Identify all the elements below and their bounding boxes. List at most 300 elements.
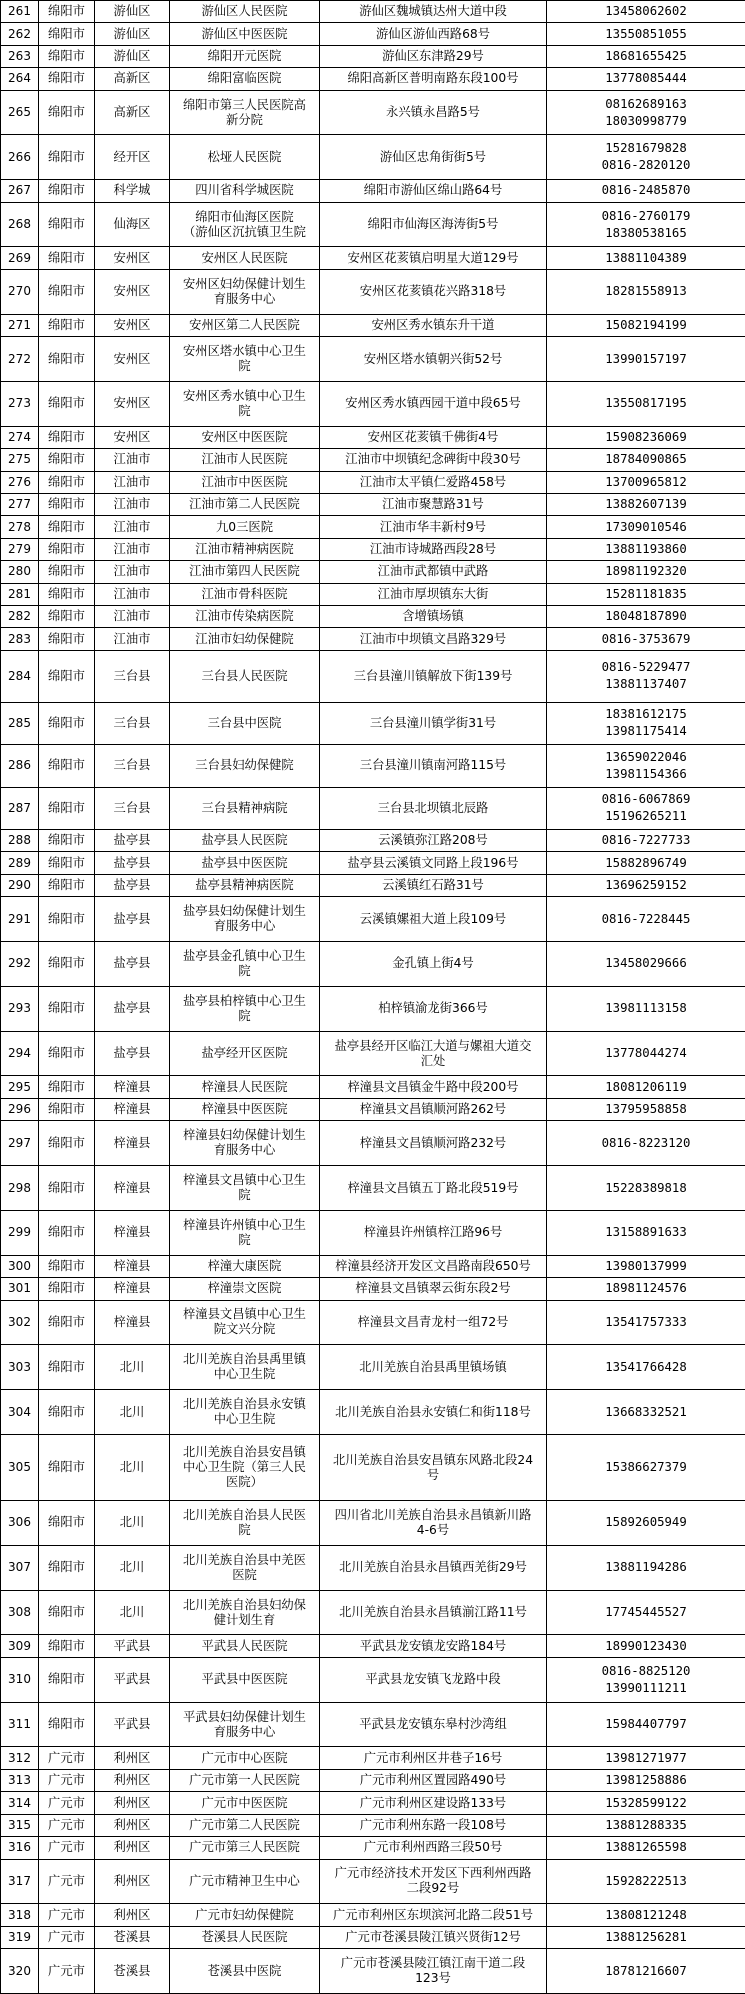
address-cell: 江油市太平镇仁爱路458号 — [320, 471, 547, 493]
city-cell: 绵阳市 — [39, 1390, 95, 1435]
table-row — [1, 1434, 745, 1500]
row-number: 303 — [1, 1345, 39, 1390]
hospital-name-cell: 平武县人民医院 — [170, 1635, 320, 1657]
hospital-name-cell: 四川省科学城医院 — [170, 180, 320, 202]
hospital-name-cell: 苍溪县人民医院 — [170, 1926, 320, 1948]
row-number: 312 — [1, 1747, 39, 1769]
phone-cell: 13668332521 — [547, 1390, 745, 1435]
address-cell: 广元市利州西路三段50号 — [320, 1837, 547, 1859]
district-cell: 梓潼县 — [95, 1278, 170, 1300]
phone-cell: 13881256281 — [547, 1926, 745, 1948]
city-cell: 绵阳市 — [39, 449, 95, 471]
city-cell: 绵阳市 — [39, 45, 95, 67]
row-number: 292 — [1, 942, 39, 987]
phone-cell: 13700965812 — [547, 471, 745, 493]
phone-cell: 13778085444 — [547, 68, 745, 90]
hospital-name-cell: 三台县中医院 — [170, 702, 320, 744]
row-number: 275 — [1, 449, 39, 471]
hospital-name-cell: 九0三医院 — [170, 516, 320, 538]
phone-cell: 13696259152 — [547, 874, 745, 896]
table-row — [1, 247, 745, 269]
hospital-name-cell: 盐亭县中医医院 — [170, 852, 320, 874]
hospital-name-cell: 三台县妇幼保健院 — [170, 745, 320, 787]
row-number: 288 — [1, 830, 39, 852]
address-cell: 江油市诗城路西段28号 — [320, 538, 547, 560]
city-cell: 绵阳市 — [39, 68, 95, 90]
hospital-name-cell: 盐亭县金孔镇中心卫生 院 — [170, 942, 320, 987]
row-number: 278 — [1, 516, 39, 538]
hospital-name-cell: 北川羌族自治县妇幼保 健计划生育 — [170, 1590, 320, 1635]
hospital-name-cell: 梓潼崇文医院 — [170, 1278, 320, 1300]
hospital-name-cell: 绵阳市仙海区医院 （游仙区沉抗镇卫生院 — [170, 202, 320, 247]
district-cell: 盐亭县 — [95, 1031, 170, 1076]
city-cell: 绵阳市 — [39, 23, 95, 45]
phone-cell: 08162689163 18030998779 — [547, 90, 745, 135]
address-cell: 江油市中坝镇文昌路329号 — [320, 628, 547, 650]
city-cell: 广元市 — [39, 1792, 95, 1814]
hospital-name-cell: 游仙区人民医院 — [170, 1, 320, 23]
city-cell: 绵阳市 — [39, 942, 95, 987]
district-cell: 北川 — [95, 1345, 170, 1390]
phone-cell: 13882607139 — [547, 493, 745, 515]
phone-cell: 0816-6067869 15196265211 — [547, 787, 745, 829]
district-cell: 江油市 — [95, 561, 170, 583]
hospital-name-cell: 梓潼县妇幼保健计划生 育服务中心 — [170, 1121, 320, 1166]
row-number: 317 — [1, 1859, 39, 1904]
hospital-name-cell: 梓潼大康医院 — [170, 1255, 320, 1277]
hospital-name-cell: 北川羌族自治县禹里镇 中心卫生院 — [170, 1345, 320, 1390]
phone-cell: 0816-8825120 13990111211 — [547, 1657, 745, 1702]
row-number: 297 — [1, 1121, 39, 1166]
row-number: 296 — [1, 1098, 39, 1120]
table-row — [1, 538, 745, 560]
hospital-name-cell: 苍溪县中医院 — [170, 1949, 320, 1994]
table-body — [1, 1, 745, 1994]
hospital-name-cell: 梓潼县人民医院 — [170, 1076, 320, 1098]
city-cell: 广元市 — [39, 1769, 95, 1791]
table-row — [1, 605, 745, 627]
hospital-name-cell: 江油市第二人民医院 — [170, 493, 320, 515]
address-cell: 柏梓镇渝龙街366号 — [320, 986, 547, 1031]
district-cell: 盐亭县 — [95, 897, 170, 942]
district-cell: 梓潼县 — [95, 1121, 170, 1166]
phone-cell: 18281558913 — [547, 269, 745, 314]
address-cell: 三台县潼川镇学街31号 — [320, 702, 547, 744]
district-cell: 梓潼县 — [95, 1300, 170, 1345]
table-row — [1, 628, 745, 650]
address-cell: 北川羌族自治县安昌镇东风路北段24 号 — [320, 1434, 547, 1500]
phone-cell: 15082194199 — [547, 314, 745, 336]
address-cell: 平武县龙安镇飞龙路中段 — [320, 1657, 547, 1702]
table-row — [1, 874, 745, 896]
city-cell: 绵阳市 — [39, 1300, 95, 1345]
row-number: 266 — [1, 135, 39, 180]
row-number: 268 — [1, 202, 39, 247]
hospital-name-cell: 三台县精神病院 — [170, 787, 320, 829]
row-number: 285 — [1, 702, 39, 744]
district-cell: 江油市 — [95, 471, 170, 493]
city-cell: 广元市 — [39, 1837, 95, 1859]
hospital-name-cell: 广元市第二人民医院 — [170, 1814, 320, 1836]
phone-cell: 15908236069 — [547, 426, 745, 448]
table-row — [1, 830, 745, 852]
city-cell: 绵阳市 — [39, 426, 95, 448]
phone-cell: 13981258886 — [547, 1769, 745, 1791]
phone-cell: 0816-3753679 — [547, 628, 745, 650]
phone-cell: 13881288335 — [547, 1814, 745, 1836]
row-number: 274 — [1, 426, 39, 448]
address-cell: 北川羌族自治县永安镇仁和街118号 — [320, 1390, 547, 1435]
row-number: 286 — [1, 745, 39, 787]
address-cell: 含增镇场镇 — [320, 605, 547, 627]
district-cell: 三台县 — [95, 650, 170, 702]
table-row — [1, 1635, 745, 1657]
phone-cell: 15228389818 — [547, 1166, 745, 1211]
table-row — [1, 90, 745, 135]
city-cell: 绵阳市 — [39, 180, 95, 202]
row-number: 304 — [1, 1390, 39, 1435]
table-row — [1, 1814, 745, 1836]
district-cell: 江油市 — [95, 583, 170, 605]
phone-cell: 15892605949 — [547, 1501, 745, 1546]
city-cell: 绵阳市 — [39, 1121, 95, 1166]
hospital-name-cell: 北川羌族自治县安昌镇 中心卫生院（第三人民 医院） — [170, 1434, 320, 1500]
row-number: 313 — [1, 1769, 39, 1791]
address-cell: 广元市利州区东坝滨河北路二段51号 — [320, 1904, 547, 1926]
district-cell: 梓潼县 — [95, 1210, 170, 1255]
city-cell: 绵阳市 — [39, 1255, 95, 1277]
row-number: 272 — [1, 337, 39, 382]
row-number: 262 — [1, 23, 39, 45]
hospital-name-cell: 梓潼县文昌镇中心卫生 院文兴分院 — [170, 1300, 320, 1345]
row-number: 300 — [1, 1255, 39, 1277]
city-cell: 绵阳市 — [39, 702, 95, 744]
city-cell: 绵阳市 — [39, 852, 95, 874]
row-number: 306 — [1, 1501, 39, 1546]
table-row — [1, 1, 745, 23]
city-cell: 绵阳市 — [39, 874, 95, 896]
address-cell: 安州区花荄镇花兴路318号 — [320, 269, 547, 314]
table-row — [1, 471, 745, 493]
hospital-name-cell: 江油市第四人民医院 — [170, 561, 320, 583]
city-cell: 绵阳市 — [39, 90, 95, 135]
district-cell: 盐亭县 — [95, 830, 170, 852]
district-cell: 江油市 — [95, 538, 170, 560]
row-number: 267 — [1, 180, 39, 202]
phone-cell: 18048187890 — [547, 605, 745, 627]
phone-cell: 15984407797 — [547, 1702, 745, 1747]
hospital-name-cell: 三台县人民医院 — [170, 650, 320, 702]
phone-cell: 15281181835 — [547, 583, 745, 605]
phone-cell: 13158891633 — [547, 1210, 745, 1255]
district-cell: 安州区 — [95, 337, 170, 382]
address-cell: 游仙区忠角街街5号 — [320, 135, 547, 180]
phone-cell: 13808121248 — [547, 1904, 745, 1926]
address-cell: 云溪镇嫘祖大道上段109号 — [320, 897, 547, 942]
address-cell: 绵阳市仙海区海涛街5号 — [320, 202, 547, 247]
city-cell: 绵阳市 — [39, 1345, 95, 1390]
table-row — [1, 942, 745, 987]
address-cell: 北川羌族自治县永昌镇西羌街29号 — [320, 1545, 547, 1590]
phone-cell: 0816-2760179 18380538165 — [547, 202, 745, 247]
phone-cell: 15386627379 — [547, 1434, 745, 1500]
hospital-name-cell: 盐亭县柏梓镇中心卫生 院 — [170, 986, 320, 1031]
row-number: 316 — [1, 1837, 39, 1859]
address-cell: 江油市中坝镇纪念碑街中段30号 — [320, 449, 547, 471]
city-cell: 绵阳市 — [39, 628, 95, 650]
city-cell: 绵阳市 — [39, 650, 95, 702]
table-row — [1, 1859, 745, 1904]
row-number: 271 — [1, 314, 39, 336]
address-cell: 江油市华丰新村9号 — [320, 516, 547, 538]
phone-cell: 13550851055 — [547, 23, 745, 45]
address-cell: 游仙区游仙西路68号 — [320, 23, 547, 45]
hospital-name-cell: 江油市精神病医院 — [170, 538, 320, 560]
city-cell: 绵阳市 — [39, 830, 95, 852]
district-cell: 游仙区 — [95, 23, 170, 45]
address-cell: 盐亭县云溪镇文同路上段196号 — [320, 852, 547, 874]
table-row — [1, 1278, 745, 1300]
table-row — [1, 1031, 745, 1076]
address-cell: 平武县龙安镇龙安路184号 — [320, 1635, 547, 1657]
phone-cell: 17309010546 — [547, 516, 745, 538]
table-row — [1, 787, 745, 829]
phone-cell: 0816-7228445 — [547, 897, 745, 942]
district-cell: 安州区 — [95, 381, 170, 426]
row-number: 281 — [1, 583, 39, 605]
district-cell: 科学城 — [95, 180, 170, 202]
phone-cell: 18381612175 13981175414 — [547, 702, 745, 744]
table-row — [1, 1747, 745, 1769]
phone-cell: 18781216607 — [547, 1949, 745, 1994]
row-number: 270 — [1, 269, 39, 314]
hospital-name-cell: 江油市传染病医院 — [170, 605, 320, 627]
city-cell: 绵阳市 — [39, 1278, 95, 1300]
hospital-name-cell: 江油市骨科医院 — [170, 583, 320, 605]
address-cell: 三台县北坝镇北辰路 — [320, 787, 547, 829]
hospital-name-cell: 广元市第一人民医院 — [170, 1769, 320, 1791]
district-cell: 高新区 — [95, 68, 170, 90]
district-cell: 梓潼县 — [95, 1076, 170, 1098]
phone-cell: 13458029666 — [547, 942, 745, 987]
table-row — [1, 269, 745, 314]
district-cell: 苍溪县 — [95, 1949, 170, 1994]
address-cell: 广元市利州区建设路133号 — [320, 1792, 547, 1814]
address-cell: 四川省北川羌族自治县永昌镇新川路 4-6号 — [320, 1501, 547, 1546]
district-cell: 仙海区 — [95, 202, 170, 247]
row-number: 283 — [1, 628, 39, 650]
row-number: 305 — [1, 1434, 39, 1500]
hospital-name-cell: 江油市妇幼保健院 — [170, 628, 320, 650]
city-cell: 绵阳市 — [39, 1, 95, 23]
district-cell: 利州区 — [95, 1814, 170, 1836]
phone-cell: 18981124576 — [547, 1278, 745, 1300]
table-row — [1, 852, 745, 874]
address-cell: 江油市聚慧路31号 — [320, 493, 547, 515]
table-row — [1, 1166, 745, 1211]
phone-cell: 13881193860 — [547, 538, 745, 560]
district-cell: 游仙区 — [95, 45, 170, 67]
city-cell: 绵阳市 — [39, 745, 95, 787]
hospital-name-cell: 松垭人民医院 — [170, 135, 320, 180]
table-row — [1, 23, 745, 45]
hospital-name-cell: 安州区第二人民医院 — [170, 314, 320, 336]
hospital-name-cell: 盐亭经开区医院 — [170, 1031, 320, 1076]
city-cell: 广元市 — [39, 1814, 95, 1836]
hospital-name-cell: 梓潼县中医医院 — [170, 1098, 320, 1120]
phone-cell: 13550817195 — [547, 381, 745, 426]
city-cell: 绵阳市 — [39, 1210, 95, 1255]
district-cell: 盐亭县 — [95, 942, 170, 987]
table-row — [1, 1501, 745, 1546]
phone-cell: 18990123430 — [547, 1635, 745, 1657]
phone-cell: 13881104389 — [547, 247, 745, 269]
row-number: 307 — [1, 1545, 39, 1590]
table-row — [1, 314, 745, 336]
district-cell: 梓潼县 — [95, 1255, 170, 1277]
district-cell: 江油市 — [95, 516, 170, 538]
hospital-name-cell: 安州区中医医院 — [170, 426, 320, 448]
district-cell: 安州区 — [95, 269, 170, 314]
table-row — [1, 1657, 745, 1702]
table-row — [1, 745, 745, 787]
address-cell: 安州区花荄镇千佛街4号 — [320, 426, 547, 448]
address-cell: 安州区秀水镇西园干道中段65号 — [320, 381, 547, 426]
row-number: 301 — [1, 1278, 39, 1300]
row-number: 269 — [1, 247, 39, 269]
district-cell: 利州区 — [95, 1792, 170, 1814]
hospital-name-cell: 广元市第三人民医院 — [170, 1837, 320, 1859]
city-cell: 绵阳市 — [39, 1545, 95, 1590]
row-number: 261 — [1, 1, 39, 23]
row-number: 309 — [1, 1635, 39, 1657]
row-number: 298 — [1, 1166, 39, 1211]
table-row — [1, 561, 745, 583]
table-row — [1, 1121, 745, 1166]
address-cell: 广元市利州区井巷子16号 — [320, 1747, 547, 1769]
row-number: 279 — [1, 538, 39, 560]
row-number: 311 — [1, 1702, 39, 1747]
phone-cell: 18981192320 — [547, 561, 745, 583]
table-row — [1, 45, 745, 67]
row-number: 295 — [1, 1076, 39, 1098]
row-number: 302 — [1, 1300, 39, 1345]
hospital-name-cell: 安州区妇幼保健计划生 育服务中心 — [170, 269, 320, 314]
city-cell: 绵阳市 — [39, 1590, 95, 1635]
city-cell: 广元市 — [39, 1747, 95, 1769]
row-number: 287 — [1, 787, 39, 829]
city-cell: 绵阳市 — [39, 787, 95, 829]
district-cell: 江油市 — [95, 493, 170, 515]
address-cell: 江油市武都镇中武路 — [320, 561, 547, 583]
city-cell: 绵阳市 — [39, 1657, 95, 1702]
city-cell: 绵阳市 — [39, 561, 95, 583]
city-cell: 绵阳市 — [39, 516, 95, 538]
row-number: 291 — [1, 897, 39, 942]
hospital-name-cell: 绵阳开元医院 — [170, 45, 320, 67]
district-cell: 经开区 — [95, 135, 170, 180]
phone-cell: 13981271977 — [547, 1747, 745, 1769]
table-row — [1, 1076, 745, 1098]
city-cell: 绵阳市 — [39, 1098, 95, 1120]
table-row — [1, 1255, 745, 1277]
table-row — [1, 1926, 745, 1948]
city-cell: 绵阳市 — [39, 1166, 95, 1211]
address-cell: 梓潼县经济开发区文昌路南段650号 — [320, 1255, 547, 1277]
table-row — [1, 1300, 745, 1345]
row-number: 290 — [1, 874, 39, 896]
table-row — [1, 986, 745, 1031]
row-number: 284 — [1, 650, 39, 702]
address-cell: 三台县潼川镇解放下街139号 — [320, 650, 547, 702]
district-cell: 游仙区 — [95, 1, 170, 23]
table-row — [1, 1345, 745, 1390]
table-row — [1, 493, 745, 515]
district-cell: 北川 — [95, 1545, 170, 1590]
city-cell: 绵阳市 — [39, 269, 95, 314]
address-cell: 广元市苍溪县陵江镇江南干道二段 123号 — [320, 1949, 547, 1994]
district-cell: 江油市 — [95, 605, 170, 627]
phone-cell: 13980137999 — [547, 1255, 745, 1277]
table-row — [1, 426, 745, 448]
address-cell: 安州区秀水镇东升干道 — [320, 314, 547, 336]
city-cell: 绵阳市 — [39, 381, 95, 426]
table-row — [1, 135, 745, 180]
address-cell: 游仙区魏城镇达州大道中段 — [320, 1, 547, 23]
district-cell: 利州区 — [95, 1747, 170, 1769]
row-number: 318 — [1, 1904, 39, 1926]
row-number: 315 — [1, 1814, 39, 1836]
hospital-name-cell: 绵阳市第三人民医院高 新分院 — [170, 90, 320, 135]
address-cell: 绵阳高新区普明南路东段100号 — [320, 68, 547, 90]
city-cell: 绵阳市 — [39, 1031, 95, 1076]
row-number: 265 — [1, 90, 39, 135]
city-cell: 绵阳市 — [39, 1702, 95, 1747]
district-cell: 北川 — [95, 1390, 170, 1435]
row-number: 289 — [1, 852, 39, 874]
phone-cell: 13659022046 13981154366 — [547, 745, 745, 787]
hospital-name-cell: 安州区人民医院 — [170, 247, 320, 269]
hospital-name-cell: 北川羌族自治县永安镇 中心卫生院 — [170, 1390, 320, 1435]
city-cell: 绵阳市 — [39, 897, 95, 942]
address-cell: 广元市利州区置园路490号 — [320, 1769, 547, 1791]
district-cell: 北川 — [95, 1501, 170, 1546]
hospital-name-cell: 北川羌族自治县人民医 院 — [170, 1501, 320, 1546]
phone-cell: 13541757333 — [547, 1300, 745, 1345]
address-cell: 广元市苍溪县陵江镇兴贤街12号 — [320, 1926, 547, 1948]
table-row — [1, 1210, 745, 1255]
hospital-name-cell: 绵阳富临医院 — [170, 68, 320, 90]
district-cell: 安州区 — [95, 247, 170, 269]
city-cell: 绵阳市 — [39, 1076, 95, 1098]
phone-cell: 13981113158 — [547, 986, 745, 1031]
hospital-name-cell: 梓潼县许州镇中心卫生 院 — [170, 1210, 320, 1255]
table-row — [1, 516, 745, 538]
address-cell: 广元市利州东路一段108号 — [320, 1814, 547, 1836]
city-cell: 绵阳市 — [39, 605, 95, 627]
city-cell: 绵阳市 — [39, 493, 95, 515]
phone-cell: 13778044274 — [547, 1031, 745, 1076]
table-row — [1, 897, 745, 942]
district-cell: 高新区 — [95, 90, 170, 135]
city-cell: 绵阳市 — [39, 1434, 95, 1500]
address-cell: 梓潼县文昌镇五丁路北段519号 — [320, 1166, 547, 1211]
row-number: 320 — [1, 1949, 39, 1994]
city-cell: 绵阳市 — [39, 1501, 95, 1546]
address-cell: 广元市经济技术开发区下西利州西路 二段92号 — [320, 1859, 547, 1904]
phone-cell: 0816-5229477 13881137407 — [547, 650, 745, 702]
phone-cell: 18681655425 — [547, 45, 745, 67]
